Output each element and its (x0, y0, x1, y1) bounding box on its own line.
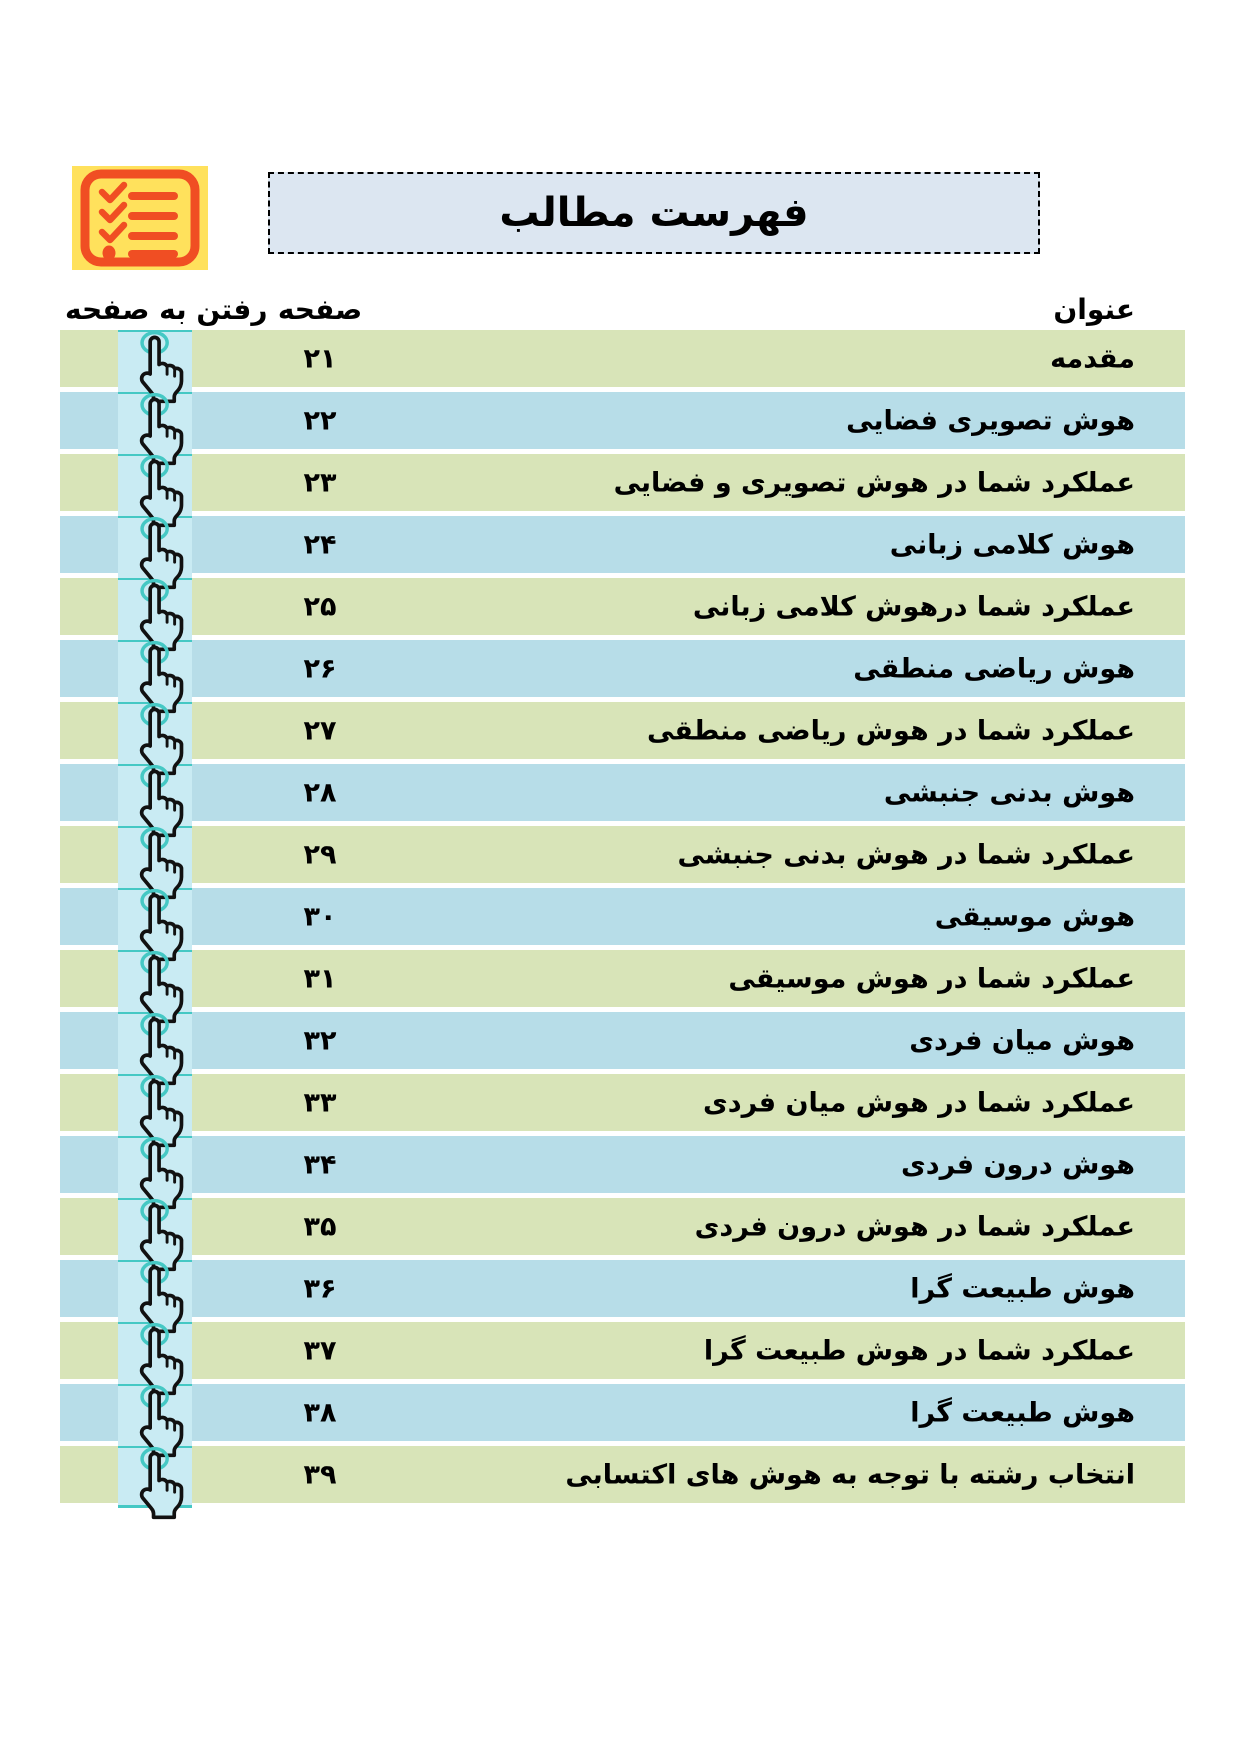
table-row (60, 1446, 1185, 1508)
row-main-cell (192, 1260, 1185, 1322)
page-number: ۳۳ (303, 1087, 337, 1118)
goto-page-button[interactable] (118, 702, 192, 764)
table-row (60, 826, 1185, 888)
row-left-cell (60, 1074, 118, 1136)
row-left-cell (60, 1384, 118, 1446)
row-main-cell (192, 516, 1185, 578)
bullet-dot-icon (103, 246, 116, 261)
toc-table (60, 330, 1185, 1508)
table-row (60, 1136, 1185, 1198)
row-left-cell (60, 1322, 118, 1384)
pointing-hand (142, 1453, 182, 1517)
goto-page-button[interactable] (118, 1074, 192, 1136)
row-left-cell (60, 330, 118, 392)
row-main-cell (192, 1322, 1185, 1384)
row-left-cell (60, 950, 118, 1012)
page-number: ۲۵ (303, 591, 337, 622)
row-title: هوش طبیعت گرا (910, 1273, 1135, 1304)
page-number: ۲۳ (303, 467, 337, 498)
goto-page-button[interactable] (118, 1384, 192, 1446)
goto-page-button[interactable] (118, 1136, 192, 1198)
row-left-cell (60, 1012, 118, 1074)
row-left-cell (60, 578, 118, 640)
table-row (60, 1384, 1185, 1446)
goto-page-button[interactable] (118, 826, 192, 888)
checklist-icon-graphic (72, 166, 208, 270)
column-header-goto-page: رفتن به صفحه (65, 293, 268, 326)
row-title: هوش بدنی جنبشی (883, 777, 1135, 808)
row-main-cell (192, 454, 1185, 516)
page-number: ۲۴ (303, 529, 337, 560)
row-title: هوش میان فردی (909, 1025, 1135, 1056)
goto-page-button[interactable] (118, 516, 192, 578)
row-main-cell (192, 330, 1185, 392)
goto-page-button[interactable] (118, 764, 192, 826)
row-title: انتخاب رشته با توجه به هوش های اکتسابی (565, 1459, 1135, 1490)
row-main-cell (192, 1198, 1185, 1260)
tap-hand-icon (126, 1444, 184, 1520)
row-main-cell (192, 764, 1185, 826)
row-left-cell (60, 516, 118, 578)
title-box (268, 172, 1040, 254)
row-left-cell (60, 640, 118, 702)
page-number: ۳۱ (303, 963, 337, 994)
table-row (60, 516, 1185, 578)
table-row (60, 454, 1185, 516)
column-header-title: عنوان (1053, 293, 1135, 326)
goto-page-button[interactable] (118, 1322, 192, 1384)
table-row (60, 1074, 1185, 1136)
row-left-cell (60, 826, 118, 888)
page-number: ۲۱ (303, 343, 337, 374)
row-left-cell (60, 702, 118, 764)
row-main-cell (192, 702, 1185, 764)
goto-page-button[interactable] (118, 1260, 192, 1322)
page-number: ۳۰ (303, 901, 337, 932)
table-row (60, 330, 1185, 392)
row-title: هوش طبیعت گرا (910, 1397, 1135, 1428)
table-row (60, 1322, 1185, 1384)
row-main-cell (192, 1446, 1185, 1508)
row-main-cell (192, 950, 1185, 1012)
row-title: عملکرد شما در هوش طبیعت گرا (703, 1335, 1135, 1366)
table-row (60, 578, 1185, 640)
row-title: مقدمه (1050, 343, 1135, 374)
table-row (60, 702, 1185, 764)
goto-page-button[interactable] (118, 1446, 192, 1508)
page-number: ۳۲ (303, 1025, 337, 1056)
row-main-cell (192, 1384, 1185, 1446)
table-row (60, 392, 1185, 454)
goto-page-button[interactable] (118, 330, 192, 392)
table-row (60, 640, 1185, 702)
page-number: ۲۸ (303, 777, 337, 808)
page-number: ۳۹ (303, 1459, 337, 1490)
row-left-cell (60, 454, 118, 516)
page-number: ۳۴ (303, 1149, 337, 1180)
column-header-page: صفحه (277, 293, 363, 326)
goto-page-button[interactable] (118, 888, 192, 950)
row-left-cell (60, 1260, 118, 1322)
row-title: عملکرد شما در هوش درون فردی (694, 1211, 1135, 1242)
page-number: ۳۶ (303, 1273, 337, 1304)
row-left-cell (60, 764, 118, 826)
goto-page-button[interactable] (118, 950, 192, 1012)
row-left-cell (60, 392, 118, 454)
row-main-cell (192, 888, 1185, 950)
goto-page-button[interactable] (118, 578, 192, 640)
row-title: عملکرد شما درهوش کلامی زبانی (692, 591, 1135, 622)
page-number: ۳۵ (303, 1211, 337, 1242)
page-number: ۳۷ (303, 1335, 337, 1366)
page-number: ۲۷ (303, 715, 337, 746)
goto-page-button[interactable] (118, 1198, 192, 1260)
table-column-headers (60, 288, 1185, 330)
row-main-cell (192, 392, 1185, 454)
row-title: عملکرد شما در هوش ریاضی منطقی (646, 715, 1135, 746)
page-number: ۲۹ (303, 839, 337, 870)
row-main-cell (192, 1136, 1185, 1198)
row-left-cell (60, 1446, 118, 1508)
table-row (60, 1198, 1185, 1260)
row-title: عملکرد شما در هوش موسیقی (728, 963, 1135, 994)
row-title: عملکرد شما در هوش تصویری و فضایی (613, 467, 1135, 498)
row-title: عملکرد شما در هوش میان فردی (702, 1087, 1135, 1118)
page-title: فهرست مطالب (499, 190, 809, 236)
table-row (60, 888, 1185, 950)
row-title: عملکرد شما در هوش بدنی جنبشی (677, 839, 1135, 870)
row-title: هوش درون فردی (900, 1149, 1135, 1180)
goto-page-button[interactable] (118, 392, 192, 454)
row-main-cell (192, 826, 1185, 888)
row-main-cell (192, 1012, 1185, 1074)
row-title: هوش موسیقی (934, 901, 1135, 932)
table-row (60, 1260, 1185, 1322)
row-main-cell (192, 640, 1185, 702)
table-row (60, 1012, 1185, 1074)
table-row (60, 950, 1185, 1012)
page-number: ۲۲ (303, 405, 337, 436)
row-main-cell (192, 578, 1185, 640)
row-left-cell (60, 1136, 118, 1198)
row-title: هوش کلامی زبانی (889, 529, 1135, 560)
checklist-icon (72, 166, 208, 270)
row-title: هوش تصویری فضایی (846, 405, 1135, 436)
table-row (60, 764, 1185, 826)
row-main-cell (192, 1074, 1185, 1136)
goto-page-button[interactable] (118, 454, 192, 516)
page-number: ۳۸ (303, 1397, 337, 1428)
goto-page-button[interactable] (118, 640, 192, 702)
goto-page-button[interactable] (118, 1012, 192, 1074)
page-number: ۲۶ (303, 653, 337, 684)
row-left-cell (60, 1198, 118, 1260)
row-left-cell (60, 888, 118, 950)
row-title: هوش ریاضی منطقی (853, 653, 1135, 684)
